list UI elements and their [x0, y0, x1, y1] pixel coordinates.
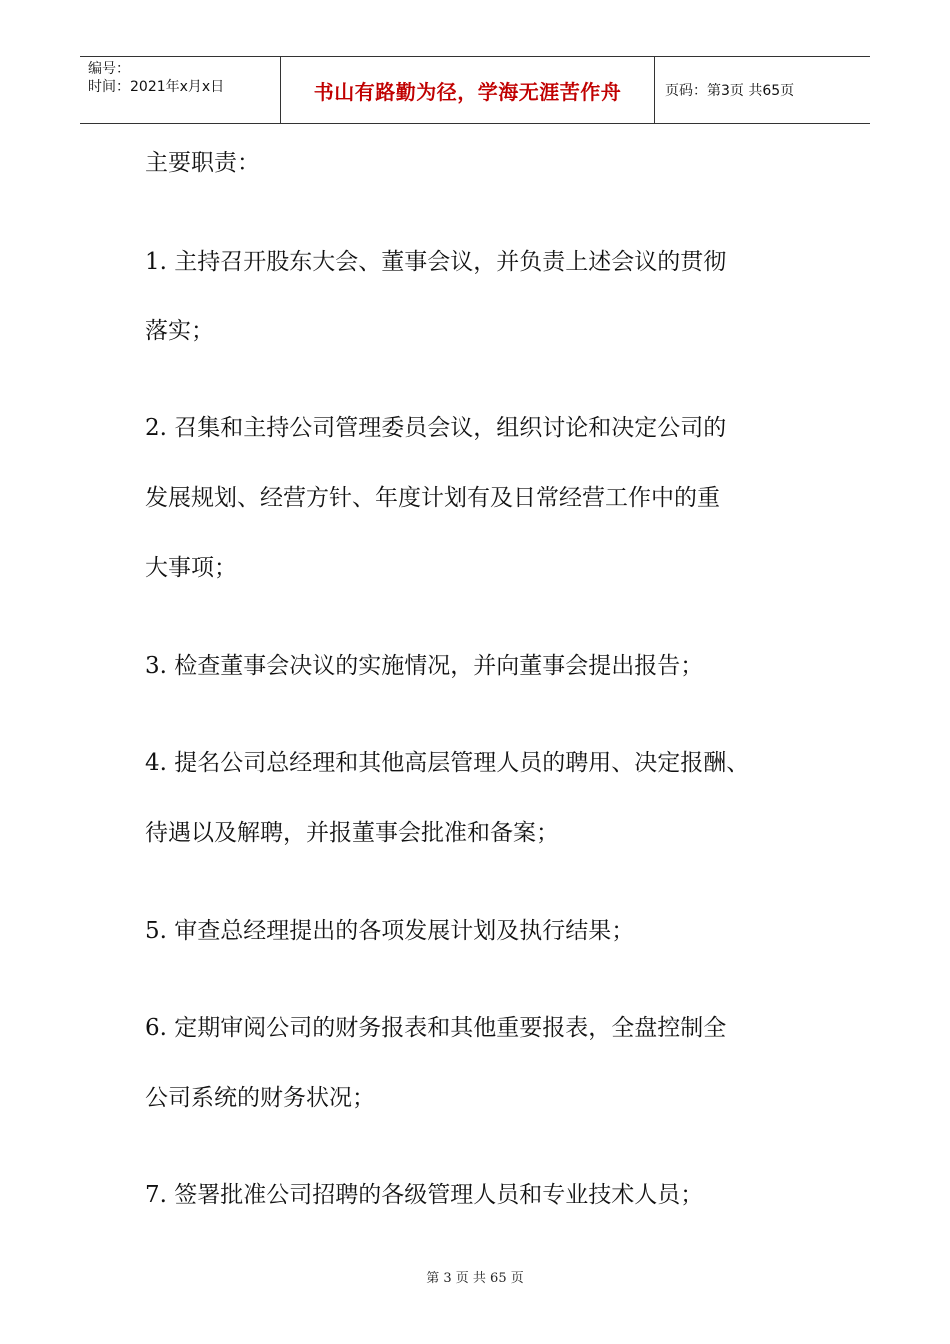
paragraph-line: 发展规划、经营方针、年度计划有及日常经营工作中的重 — [145, 485, 720, 511]
document-date: 时间：2021年x月x日 — [88, 79, 225, 95]
paragraph-line: 4. 提名公司总经理和其他高层管理人员的聘用、决定报酬、 — [145, 750, 750, 776]
header-page-info: 页码：第3页 共65页 — [665, 83, 795, 99]
header-meta — [80, 57, 281, 123]
paragraph-line: 公司系统的财务状况； — [145, 1085, 375, 1111]
paragraph-line: 1. 主持召开股东大会、董事会议，并负责上述会议的贯彻 — [145, 249, 727, 275]
paragraph-line: 待遇以及解聘，并报董事会批准和备案； — [145, 820, 559, 846]
paragraph-line: 2. 召集和主持公司管理委员会议，组织讨论和决定公司的 — [145, 415, 727, 441]
paragraph-line: 7. 签署批准公司招聘的各级管理人员和专业技术人员； — [145, 1182, 704, 1208]
header-motto: 书山有路勤为径，学海无涯苦作舟 — [281, 57, 655, 123]
paragraph-line: 大事项； — [145, 555, 237, 581]
paragraph-line: 落实； — [145, 318, 214, 344]
paragraph-line: 6. 定期审阅公司的财务报表和其他重要报表，全盘控制全 — [145, 1015, 727, 1041]
paragraph-line: 3. 检查董事会决议的实施情况，并向董事会提出报告； — [145, 653, 704, 679]
paragraph-line: 5. 审查总经理提出的各项发展计划及执行结果； — [145, 918, 635, 944]
page-header — [80, 56, 870, 124]
section-heading: 主要职责： — [145, 150, 260, 176]
page-footer: 第 3 页 共 65 页 — [426, 1271, 524, 1286]
document-number-label: 编号： — [88, 61, 130, 77]
